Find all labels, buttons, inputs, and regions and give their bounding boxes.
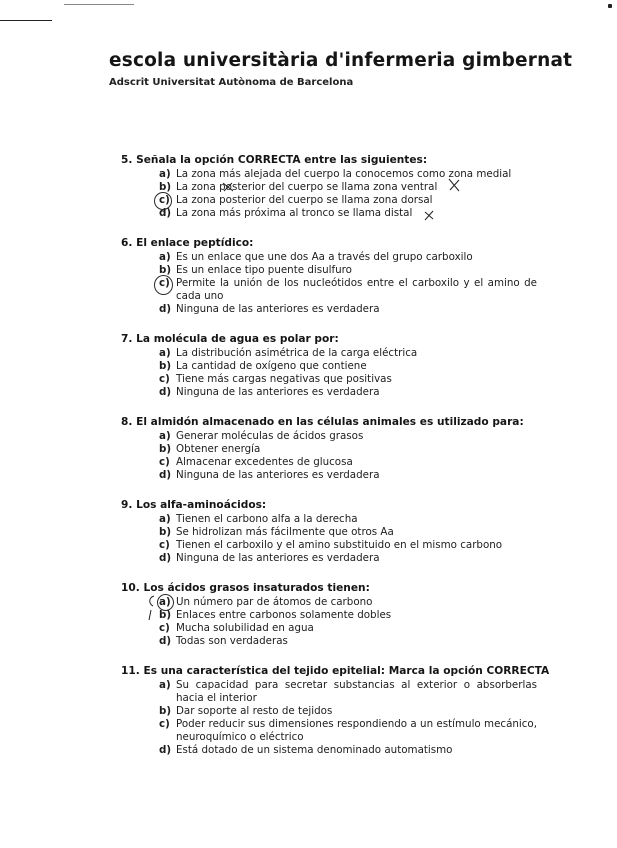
option-letter: b)	[159, 264, 172, 276]
question-text: El enlace peptídico:	[136, 237, 254, 249]
option-letter: d)	[159, 386, 172, 398]
option-list	[121, 596, 541, 648]
option-text: Almacenar excedentes de glucosa	[176, 456, 353, 468]
question-title	[121, 236, 541, 250]
option-text: Es un enlace tipo puente disulfuro	[176, 264, 352, 276]
question-title	[121, 415, 541, 429]
question-5	[121, 153, 541, 220]
question-number: 8.	[121, 416, 133, 428]
question-title	[121, 664, 550, 678]
option-letter: b)	[159, 360, 172, 372]
option-letter: c)	[159, 622, 170, 634]
option-d[interactable]	[121, 744, 541, 757]
option-text: Generar moléculas de ácidos grasos	[176, 430, 364, 442]
option-text: La zona posterior del cuerpo se llama zona dorsal	[176, 194, 433, 206]
scan-artifact-line	[0, 20, 52, 21]
option-a[interactable]	[121, 251, 541, 264]
option-text: Ninguna de las anteriores es verdadera	[176, 469, 380, 481]
option-letter: a)	[159, 513, 171, 525]
question-title	[121, 153, 541, 167]
option-text: Un número par de átomos de carbono	[176, 596, 373, 608]
option-letter: c)	[159, 194, 170, 206]
option-text: Enlaces entre carbonos solamente dobles	[176, 609, 392, 621]
option-text: La cantidad de oxígeno que contiene	[176, 360, 367, 372]
option-a[interactable]	[121, 430, 541, 443]
question-text: La molécula de agua es polar por:	[136, 333, 339, 345]
option-letter: c)	[159, 373, 170, 385]
option-letter: d)	[159, 469, 172, 481]
option-letter: c)	[159, 539, 170, 551]
question-number: 7.	[121, 333, 133, 345]
option-text: Tienen el carbono alfa a la derecha	[176, 513, 358, 525]
option-text: Obtener energía	[176, 443, 261, 455]
option-text: Todas son verdaderas	[176, 635, 288, 647]
option-b[interactable]	[121, 264, 541, 277]
option-c[interactable]	[121, 373, 541, 386]
option-a[interactable]	[121, 513, 541, 526]
question-6	[121, 236, 541, 316]
question-text: Es una característica del tejido epitelial: Marca la opción CORRECTA	[143, 665, 550, 677]
option-text: Mucha solubilidad en agua	[176, 622, 314, 634]
option-list	[121, 168, 541, 220]
question-title	[121, 498, 541, 512]
option-text: Tiene más cargas negativas que positivas	[176, 373, 392, 385]
option-text: Se hidrolizan más fácilmente que otros Aa	[176, 526, 394, 538]
question-title	[121, 581, 541, 595]
option-a[interactable]	[121, 347, 541, 360]
option-letter: c)	[159, 718, 170, 730]
question-number: 6.	[121, 237, 133, 249]
option-d[interactable]	[121, 207, 541, 220]
option-d[interactable]	[121, 386, 541, 399]
question-10	[121, 581, 541, 648]
option-a[interactable]	[121, 168, 541, 181]
question-9	[121, 498, 541, 565]
option-b[interactable]	[121, 360, 541, 373]
option-list	[121, 347, 541, 399]
option-b[interactable]	[121, 526, 541, 539]
option-c[interactable]	[121, 622, 541, 635]
question-8	[121, 415, 541, 482]
option-letter: a)	[159, 679, 171, 691]
option-list	[121, 251, 541, 316]
school-affiliation: Adscrit Universitat Autònoma de Barcelona	[109, 77, 354, 88]
question-number: 10.	[121, 582, 140, 594]
option-letter: a)	[159, 347, 171, 359]
option-text: Poder reducir sus dimensiones respondiendo a un estímulo mecánico, neuroquímico o eléctrico	[176, 718, 537, 743]
option-text: Ninguna de las anteriores es verdadera	[176, 552, 380, 564]
option-d[interactable]	[121, 303, 541, 316]
option-c[interactable]	[121, 277, 541, 303]
option-text: Dar soporte al resto de tejidos	[176, 705, 333, 717]
school-name: escola universitària d'infermeria gimbernat	[109, 50, 573, 71]
option-letter: a)	[159, 251, 171, 263]
option-letter: b)	[159, 609, 172, 621]
question-number: 5.	[121, 154, 133, 166]
option-text: La zona más próxima al tronco se llama distal	[176, 207, 413, 219]
option-text: La zona posterior del cuerpo se llama zona ventral	[176, 181, 438, 193]
option-text: Permite la unión de los nucleótidos entre el carboxilo y el amino de cada uno	[176, 277, 537, 302]
option-text: Ninguna de las anteriores es verdadera	[176, 386, 380, 398]
option-list	[121, 679, 541, 757]
option-text: Su capacidad para secretar substancias al exterior o absorberlas hacia el interior	[176, 679, 537, 704]
option-d[interactable]	[121, 469, 541, 482]
option-b[interactable]	[121, 181, 541, 194]
scan-artifact-line	[64, 4, 134, 5]
question-text: Los ácidos grasos insaturados tienen:	[143, 582, 370, 594]
question-text: Señala la opción CORRECTA entre las siguientes:	[136, 154, 428, 166]
option-list	[121, 430, 541, 482]
option-c[interactable]	[121, 194, 541, 207]
school-header	[109, 50, 572, 88]
option-c[interactable]	[121, 718, 541, 744]
option-text: Tienen el carboxilo y el amino substituido en el mismo carbono	[176, 539, 503, 551]
option-text: La distribución asimétrica de la carga eléctrica	[176, 347, 418, 359]
option-text: Ninguna de las anteriores es verdadera	[176, 303, 380, 315]
option-letter: b)	[159, 443, 172, 455]
option-d[interactable]	[121, 635, 541, 648]
option-d[interactable]	[121, 552, 541, 565]
question-text: El almidón almacenado en las células animales es utilizado para:	[136, 416, 524, 428]
question-list	[121, 153, 550, 773]
option-a[interactable]	[121, 679, 541, 705]
option-letter: c)	[159, 277, 170, 289]
option-text: La zona más alejada del cuerpo la conocemos como zona medial	[176, 168, 512, 180]
scan-artifact-dot	[608, 4, 612, 8]
question-number: 11.	[121, 665, 140, 677]
option-letter: a)	[159, 596, 171, 608]
option-b[interactable]	[121, 705, 541, 718]
option-letter: d)	[159, 303, 172, 315]
option-list	[121, 513, 541, 565]
option-letter: b)	[159, 526, 172, 538]
option-letter: c)	[159, 456, 170, 468]
option-c[interactable]	[121, 456, 541, 469]
option-a[interactable]	[121, 596, 541, 609]
question-11	[121, 664, 550, 757]
question-number: 9.	[121, 499, 133, 511]
option-text: Es un enlace que une dos Aa a través del grupo carboxilo	[176, 251, 473, 263]
question-title	[121, 332, 541, 346]
option-letter: b)	[159, 705, 172, 717]
option-letter: d)	[159, 552, 172, 564]
option-b[interactable]	[121, 443, 541, 456]
option-b[interactable]	[121, 609, 541, 622]
option-letter: d)	[159, 635, 172, 647]
option-letter: b)	[159, 181, 172, 193]
option-letter: d)	[159, 744, 172, 756]
option-letter: a)	[159, 168, 171, 180]
option-text: Está dotado de un sistema denominado automatismo	[176, 744, 453, 756]
option-c[interactable]	[121, 539, 541, 552]
question-7	[121, 332, 541, 399]
option-letter: d)	[159, 207, 172, 219]
option-letter: a)	[159, 430, 171, 442]
question-text: Los alfa-aminoácidos:	[136, 499, 267, 511]
